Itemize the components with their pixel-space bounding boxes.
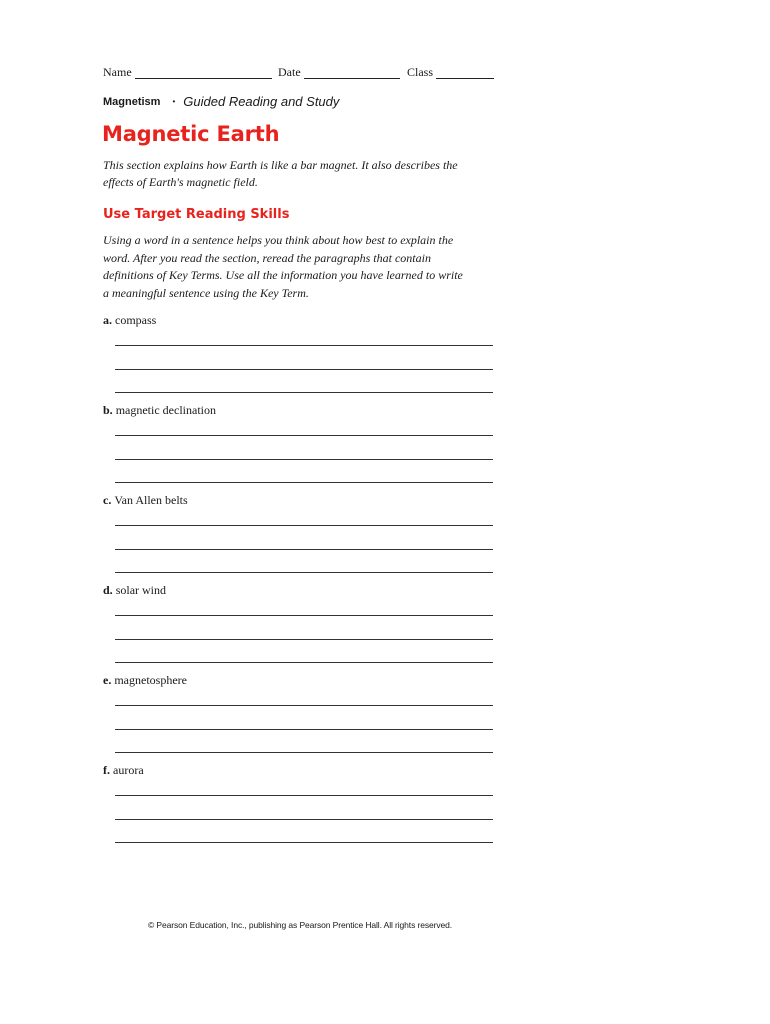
answer-line[interactable]: [115, 729, 493, 730]
answer-line[interactable]: [115, 842, 493, 843]
answer-line[interactable]: [115, 369, 493, 370]
key-term-label: [103, 493, 495, 507]
term-word: magnetic declination: [115, 403, 216, 417]
class-field[interactable]: [407, 65, 494, 79]
term-word: aurora: [113, 763, 144, 777]
key-term-label: [103, 403, 495, 417]
name-label: Name: [103, 65, 132, 79]
key-term-label: [103, 763, 495, 777]
key-term-item: [103, 493, 495, 507]
answer-line[interactable]: [115, 819, 493, 820]
section-heading: Use Target Reading Skills: [103, 207, 290, 222]
answer-line[interactable]: [115, 572, 493, 573]
answer-line[interactable]: [115, 752, 493, 753]
answer-line[interactable]: [115, 345, 493, 346]
term-word: compass: [115, 313, 157, 327]
term-word: solar wind: [115, 583, 167, 597]
breadcrumb: [103, 95, 339, 109]
term-letter: a.: [103, 313, 112, 327]
class-label: Class: [407, 65, 434, 79]
copyright-footer: © Pearson Education, Inc., publishing as Pearson Prentice Hall. All rights reserved.: [147, 920, 453, 930]
key-term-item: [103, 673, 495, 687]
bullet-separator: •: [172, 97, 176, 106]
key-term-label: [103, 673, 495, 687]
guide-label: Guided Reading and Study: [183, 94, 340, 109]
answer-line[interactable]: [115, 459, 493, 460]
answer-line[interactable]: [115, 705, 493, 706]
answer-line[interactable]: [115, 639, 493, 640]
key-term-item: [103, 583, 495, 597]
date-label: Date: [278, 65, 301, 79]
key-term-item: [103, 313, 495, 327]
date-blank-line[interactable]: [304, 66, 400, 79]
name-blank-line[interactable]: [135, 66, 272, 79]
answer-line[interactable]: [115, 615, 493, 616]
term-letter: c.: [103, 493, 112, 507]
key-term-item: [103, 403, 495, 417]
term-word: magnetosphere: [114, 673, 187, 687]
answer-line[interactable]: [115, 525, 493, 526]
answer-line[interactable]: [115, 435, 493, 436]
page-title: Magnetic Earth: [102, 122, 280, 146]
name-field[interactable]: [103, 65, 272, 79]
term-letter: d.: [103, 583, 113, 597]
answer-line[interactable]: [115, 482, 493, 483]
class-blank-line[interactable]: [436, 66, 494, 79]
term-letter: b.: [103, 403, 113, 417]
key-term-label: [103, 313, 495, 327]
answer-line[interactable]: [115, 392, 493, 393]
term-letter: f.: [103, 763, 110, 777]
answer-line[interactable]: [115, 795, 493, 796]
term-word: Van Allen belts: [114, 493, 188, 507]
answer-line[interactable]: [115, 662, 493, 663]
instructions-paragraph: Using a word in a sentence helps you think about how best to explain the word. After you read the section, reread the paragraphs that contain definitions of Key Terms. Use all the information you have learned to write a meaningful sentence using the Key Term.: [103, 233, 463, 300]
intro-paragraph: This section explains how Earth is like a bar magnet. It also describes the effects of Earth's magnetic field.: [103, 158, 458, 189]
answer-line[interactable]: [115, 549, 493, 550]
key-term-item: [103, 763, 495, 777]
student-info-header: [103, 65, 498, 83]
chapter-subject: Magnetism: [103, 96, 161, 108]
key-term-label: [103, 583, 495, 597]
date-field[interactable]: [278, 65, 400, 79]
term-letter: e.: [103, 673, 112, 687]
